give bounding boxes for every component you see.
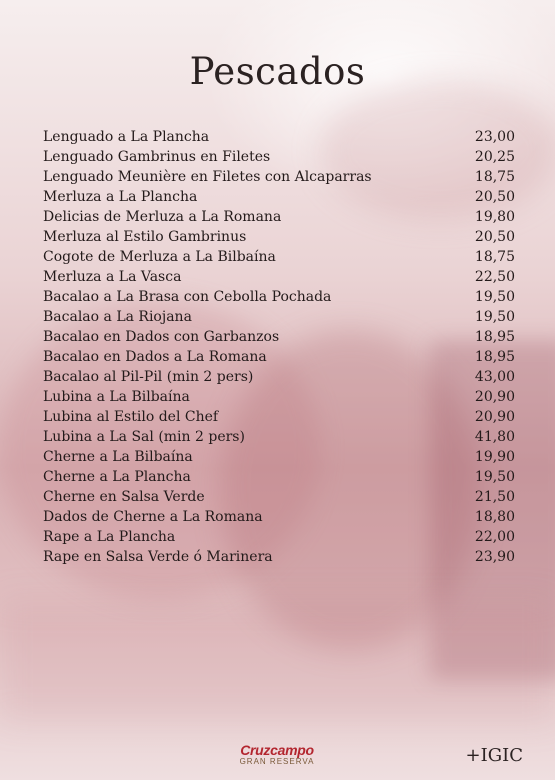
menu-item-price: 18,80 <box>474 509 515 525</box>
menu-item-price: 18,95 <box>474 349 515 365</box>
menu-item-price: 20,25 <box>474 149 515 165</box>
menu-item-name: Lubina a La Sal (min 2 pers) <box>43 429 245 445</box>
menu-item-name: Rape en Salsa Verde ó Marinera <box>43 549 273 565</box>
menu-item-name: Dados de Cherne a La Romana <box>43 509 263 525</box>
menu-item <box>43 327 515 347</box>
menu-item <box>43 127 515 147</box>
menu-item <box>43 407 515 427</box>
menu-item-name: Rape a La Plancha <box>43 529 176 545</box>
menu-item <box>43 487 515 507</box>
menu-item-price: 22,00 <box>474 529 515 545</box>
menu-item-price: 20,50 <box>474 189 515 205</box>
menu-list <box>43 127 515 567</box>
menu-item-price: 20,50 <box>474 229 515 245</box>
menu-item-name: Lubina al Estilo del Chef <box>43 409 219 425</box>
menu-item-name: Lenguado Meunière en Filetes con Alcaparras <box>43 169 372 185</box>
menu-item <box>43 287 515 307</box>
menu-item-price: 21,50 <box>474 489 515 505</box>
menu-item-price: 19,50 <box>474 289 515 305</box>
menu-item-price: 19,90 <box>474 449 515 465</box>
menu-item-price: 19,80 <box>474 209 515 225</box>
menu-item <box>43 547 515 567</box>
menu-item-price: 41,80 <box>474 429 515 445</box>
menu-item <box>43 227 515 247</box>
menu-item-price: 43,00 <box>474 369 515 385</box>
menu-item-name: Bacalao a La Brasa con Cebolla Pochada <box>43 289 332 305</box>
menu-item-name: Cherne a La Plancha <box>43 469 191 485</box>
menu-item-name: Merluza a La Plancha <box>43 189 198 205</box>
menu-item-price: 23,00 <box>474 129 515 145</box>
background-photo-shade <box>0 600 555 720</box>
menu-item <box>43 267 515 287</box>
menu-item-name: Bacalao a La Riojana <box>43 309 192 325</box>
menu-item-price: 20,90 <box>474 409 515 425</box>
menu-item-name: Cherne en Salsa Verde <box>43 489 205 505</box>
menu-item-name: Bacalao al Pil-Pil (min 2 pers) <box>43 369 254 385</box>
menu-item <box>43 247 515 267</box>
menu-item <box>43 147 515 167</box>
menu-item <box>43 527 515 547</box>
page-title: Pescados <box>189 50 366 93</box>
logo-main-text: Cruzcampo <box>240 742 314 758</box>
menu-item <box>43 507 515 527</box>
menu-item-name: Merluza a La Vasca <box>43 269 182 285</box>
logo-sub-text: GRAN RESERVA <box>239 757 315 766</box>
cruzcampo-logo <box>232 742 322 766</box>
menu-item-price: 22,50 <box>474 269 515 285</box>
menu-item-name: Cogote de Merluza a La Bilbaína <box>43 249 276 265</box>
menu-item-name: Bacalao en Dados a La Romana <box>43 349 267 365</box>
menu-item <box>43 187 515 207</box>
menu-item <box>43 387 515 407</box>
menu-item-name: Lenguado Gambrinus en Filetes <box>43 149 271 165</box>
menu-item-price: 20,90 <box>474 389 515 405</box>
menu-item-price: 18,75 <box>474 169 515 185</box>
menu-item-name: Lubina a La Bilbaína <box>43 389 190 405</box>
menu-item <box>43 167 515 187</box>
menu-item-name: Delicias de Merluza a La Romana <box>43 209 282 225</box>
menu-item-price: 19,50 <box>474 469 515 485</box>
menu-item-price: 19,50 <box>474 309 515 325</box>
menu-item <box>43 367 515 387</box>
menu-item-name: Cherne a La Bilbaína <box>43 449 193 465</box>
menu-item-price: 23,90 <box>474 549 515 565</box>
menu-item <box>43 427 515 447</box>
menu-item <box>43 307 515 327</box>
menu-item-price: 18,75 <box>474 249 515 265</box>
menu-item <box>43 447 515 467</box>
menu-item-name: Merluza al Estilo Gambrinus <box>43 229 247 245</box>
menu-item-name: Lenguado a La Plancha <box>43 129 210 145</box>
menu-item <box>43 467 515 487</box>
menu-item-price: 18,95 <box>474 329 515 345</box>
menu-item <box>43 207 515 227</box>
menu-item-name: Bacalao en Dados con Garbanzos <box>43 329 280 345</box>
tax-note: +IGIC <box>465 745 523 766</box>
menu-item <box>43 347 515 367</box>
